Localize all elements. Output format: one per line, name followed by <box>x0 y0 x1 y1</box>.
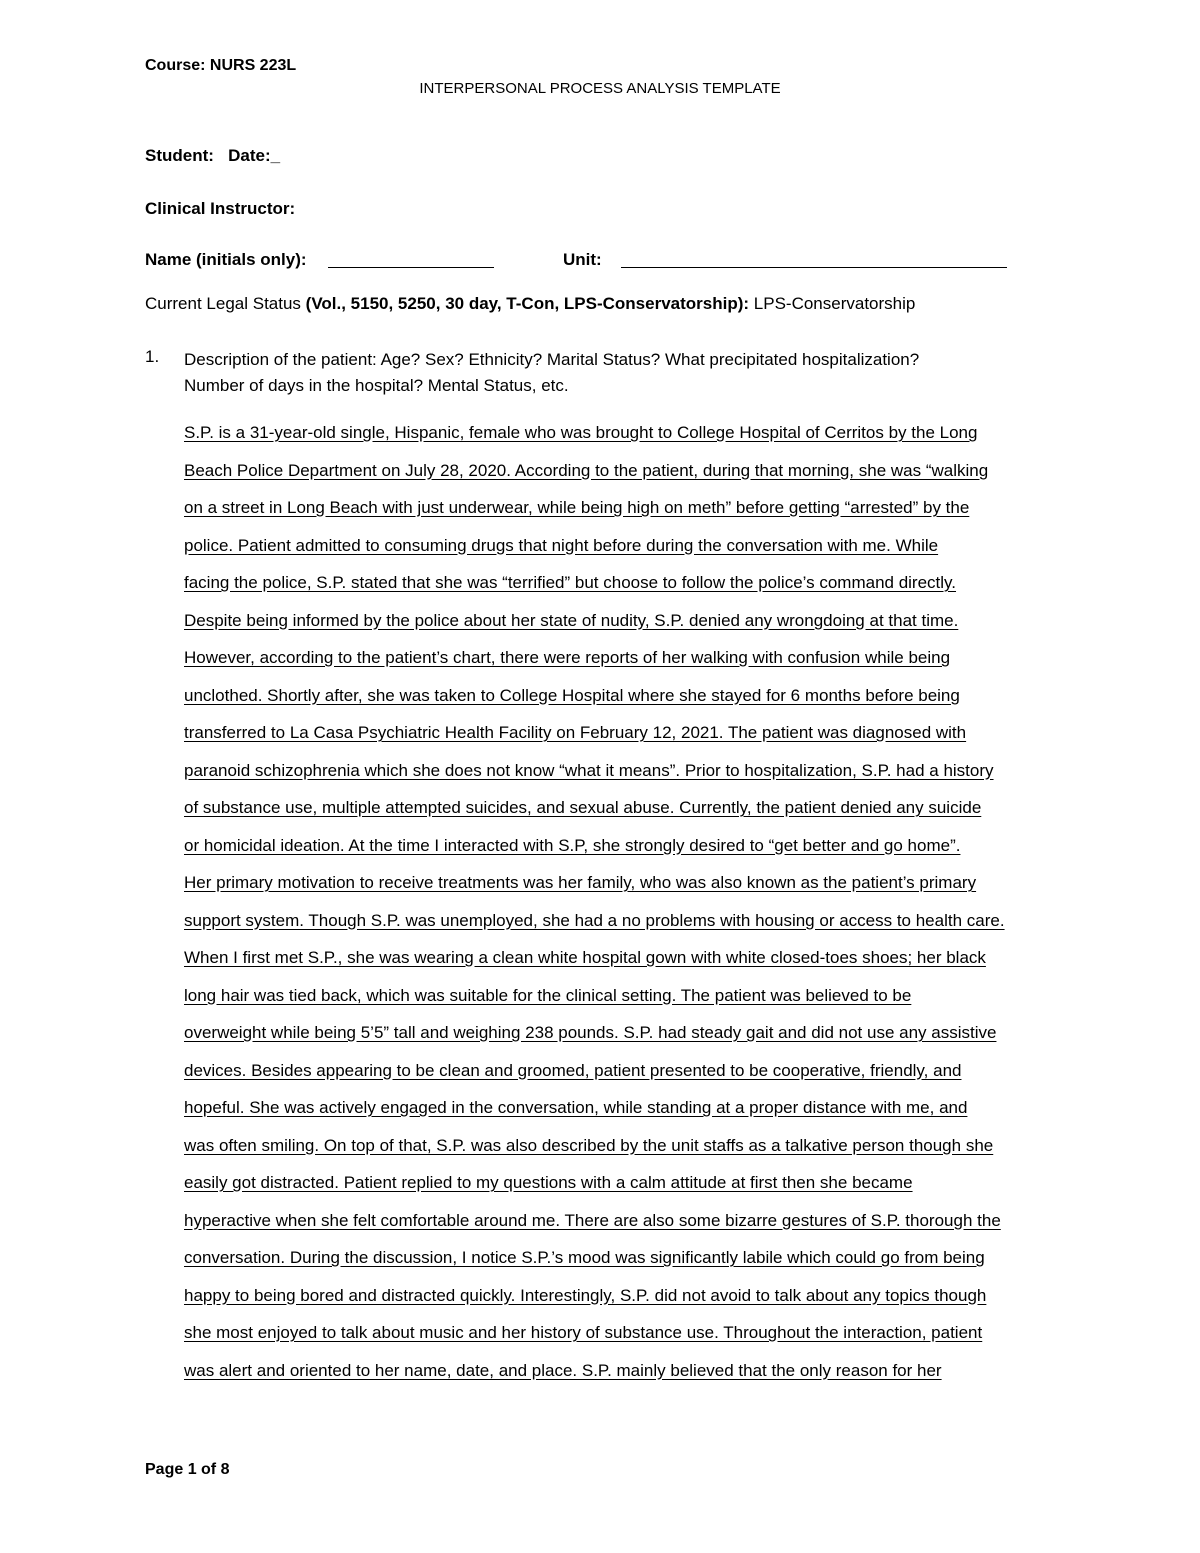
question-number: 1. <box>145 347 160 366</box>
answer-line-text: on a street in Long Beach with just underwear, while being high on meth” before getting “arrested” by the <box>184 498 970 517</box>
answer-paragraph <box>184 420 1114 1395</box>
answer-line-text: she most enjoyed to talk about music and her history of substance use. Throughout the interaction, patient <box>184 1323 983 1342</box>
answer-line <box>184 495 1114 533</box>
answer-line <box>184 1358 1114 1396</box>
answer-line-text: overweight while being 5’5” tall and weighing 238 pounds. S.P. had steady gait and did not use any assistive <box>184 1023 997 1042</box>
answer-line-text: hyperactive when she felt comfortable around me. There are also some bizarre gestures of S.P. thorough the <box>184 1210 1001 1230</box>
answer-line-text: transferred to La Casa Psychiatric Health Facility on February 12, 2021. The patient was diagnosed with <box>184 723 967 742</box>
answer-line <box>184 608 1114 646</box>
unit-blank <box>621 253 1007 268</box>
answer-line <box>184 1020 1114 1058</box>
question-text <box>184 347 919 399</box>
answer-line <box>184 833 1114 871</box>
answer-line <box>184 1170 1114 1208</box>
answer-line-text: hopeful. She was actively engaged in the conversation, while standing at a proper distance with me, and <box>184 1098 968 1117</box>
legal-status-value: LPS-Conservatorship <box>749 294 916 313</box>
answer-line-text: Beach Police Department on July 28, 2020. According to the patient, during that morning, she was “walking <box>184 460 989 480</box>
answer-line-text: facing the police, S.P. stated that she was “terrified” but choose to follow the police’s command directly. <box>184 573 957 592</box>
answer-line <box>184 1095 1114 1133</box>
answer-line-text: Her primary motivation to receive treatments was her family, who was also known as the patient’s primary <box>184 873 977 892</box>
legal-status-options: (Vol., 5150, 5250, 30 day, T-Con, LPS-Conservatorship): <box>305 294 750 313</box>
document-title: INTERPERSONAL PROCESS ANALYSIS TEMPLATE <box>419 80 781 97</box>
answer-line <box>184 683 1114 721</box>
answer-line-text: Despite being informed by the police about her state of nudity, S.P. denied any wrongdoing at that time. <box>184 610 959 630</box>
answer-line <box>184 1320 1114 1358</box>
answer-line <box>184 1245 1114 1283</box>
answer-line <box>184 458 1114 496</box>
answer-line-text: or homicidal ideation. At the time I interacted with S.P, she strongly desired to “get better and go home”. <box>184 835 961 855</box>
page-number: Page 1 of 8 <box>145 1461 230 1478</box>
answer-line-text: happy to being bored and distracted quickly. Interestingly, S.P. did not avoid to talk about any topics though <box>184 1285 987 1305</box>
student-date-row <box>145 146 280 166</box>
answer-line-text: However, according to the patient’s chart, there were reports of her walking with confusion while being <box>184 648 951 667</box>
answer-line <box>184 1208 1114 1246</box>
answer-line-text: When I first met S.P., she was wearing a clean white hospital gown with white closed-toes shoes; her black <box>184 948 986 967</box>
name-initials-blank <box>328 253 494 268</box>
answer-line <box>184 870 1114 908</box>
answer-line <box>184 758 1114 796</box>
answer-line <box>184 645 1114 683</box>
answer-line-text: devices. Besides appearing to be clean and groomed, patient presented to be cooperative, friendly, and <box>184 1060 962 1080</box>
answer-line <box>184 908 1114 946</box>
question-line-1: Description of the patient: Age? Sex? Ethnicity? Marital Status? What precipitated hospitalization? <box>184 350 920 369</box>
answer-line <box>184 570 1114 608</box>
student-label: Student: <box>145 146 214 165</box>
answer-line-text: unclothed. Shortly after, she was taken to College Hospital where she stayed for 6 months before being <box>184 685 960 705</box>
answer-line-text: conversation. During the discussion, I notice S.P.’s mood was significantly labile which could go from being <box>184 1248 985 1267</box>
answer-line-text: paranoid schizophrenia which she does not know “what it means”. Prior to hospitalization, S.P. had a history <box>184 760 994 780</box>
answer-line <box>184 420 1114 458</box>
clinical-instructor-label: Clinical Instructor: <box>145 199 296 218</box>
answer-line <box>184 945 1114 983</box>
answer-line-text: of substance use, multiple attempted suicides, and sexual abuse. Currently, the patient denied any suicide <box>184 798 982 817</box>
course-label: Course: NURS 223L <box>145 57 297 74</box>
name-initials-label: Name (initials only): <box>145 250 307 269</box>
answer-line <box>184 533 1114 571</box>
legal-status-row <box>145 294 915 314</box>
answer-line-text: S.P. is a 31-year-old single, Hispanic, female who was brought to College Hospital of Cerritos by the Long <box>184 423 978 442</box>
answer-line <box>184 1133 1114 1171</box>
answer-line <box>184 1058 1114 1096</box>
answer-line <box>184 795 1114 833</box>
answer-line <box>184 720 1114 758</box>
unit-label: Unit: <box>563 250 602 269</box>
answer-line-text: long hair was tied back, which was suitable for the clinical setting. The patient was believed to be <box>184 985 912 1005</box>
answer-line-text: support system. Though S.P. was unemployed, she had a no problems with housing or access to health care. <box>184 910 1005 930</box>
answer-line-text: police. Patient admitted to consuming drugs that night before during the conversation with me. While <box>184 535 939 555</box>
answer-line-text: easily got distracted. Patient replied to my questions with a calm attitude at first then she became <box>184 1173 913 1192</box>
question-line-2: Number of days in the hospital? Mental Status, etc. <box>184 376 569 395</box>
date-label: Date:_ <box>228 146 281 165</box>
answer-line <box>184 983 1114 1021</box>
answer-line <box>184 1283 1114 1321</box>
legal-status-label: Current Legal Status <box>145 294 306 313</box>
answer-line-text: was alert and oriented to her name, date, and place. S.P. mainly believed that the only reason for her <box>184 1360 942 1380</box>
answer-line-text: was often smiling. On top of that, S.P. was also described by the unit staffs as a talkative person though she <box>184 1135 994 1155</box>
